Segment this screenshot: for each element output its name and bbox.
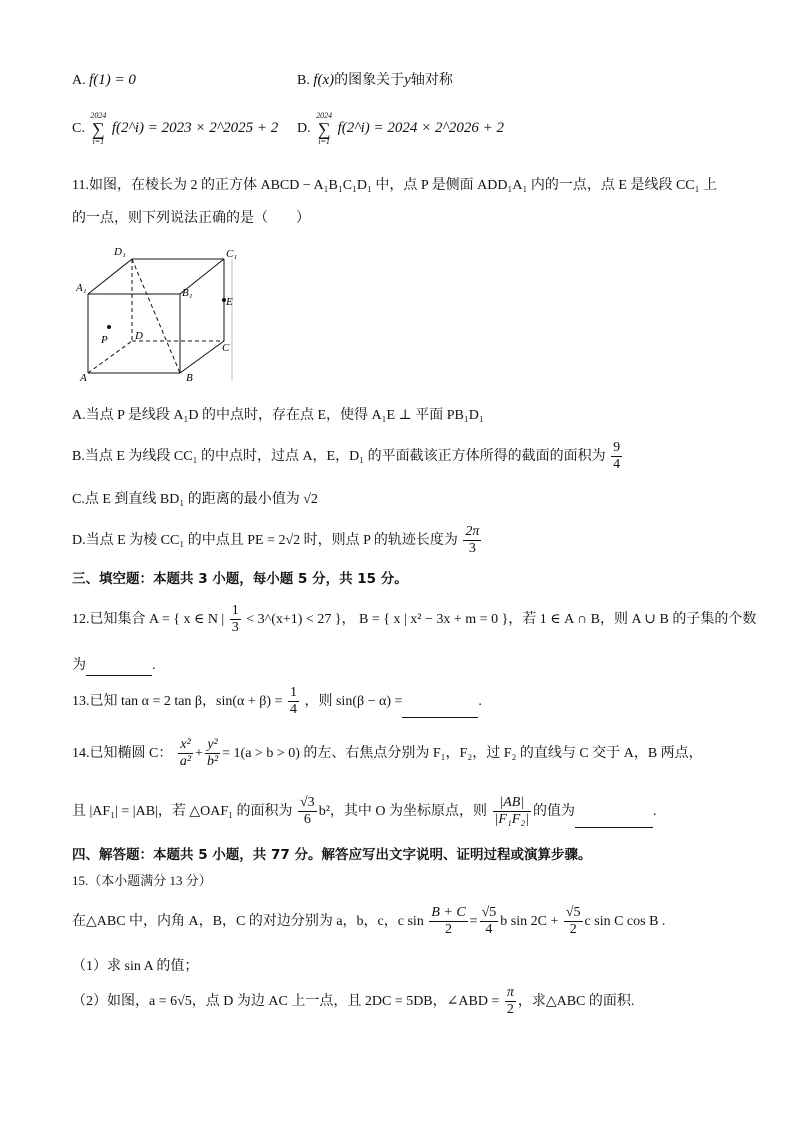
fraction-denominator: 4 bbox=[289, 702, 297, 718]
q11-option-c: C.点 E 到直线 BD₁ 的距离的最小值为 √2 bbox=[72, 492, 318, 507]
answer-blank[interactable] bbox=[402, 703, 478, 718]
sum-upper: 2024 bbox=[316, 111, 333, 120]
q15-part2 bbox=[72, 985, 634, 1018]
fraction bbox=[230, 603, 241, 636]
q15-part1: （1）求 sin A 的值； bbox=[72, 959, 199, 974]
q14-line2: 且 |AF₁| = |AB|，若 △OAF₁ 的面积为 $\frac{√3}{6}$ b²，其中 O 为坐标原点，则 $\frac{|AB|}{\text{|F₁F₂|}}$ 的值为 . bbox=[72, 795, 657, 828]
fraction bbox=[611, 440, 622, 473]
fraction-denominator: 2 bbox=[445, 922, 452, 938]
q14-line2-mid: b²，其中 O 为坐标原点，则 bbox=[318, 803, 487, 819]
fraction-numerator: y² bbox=[205, 737, 220, 754]
q11-option-d bbox=[72, 524, 483, 557]
fraction-denominator: b² bbox=[206, 754, 219, 770]
q13-post: ，则 sin(β − α) = bbox=[304, 693, 403, 709]
label-e: E bbox=[226, 296, 233, 308]
q10-option-a bbox=[72, 70, 136, 91]
fraction bbox=[505, 985, 516, 1018]
fraction-denominator: |F₁F₂| bbox=[494, 812, 530, 828]
option-label: C. bbox=[72, 121, 85, 137]
label-p: P bbox=[101, 334, 108, 346]
q12-set-b: B = { x | x² − 3x + m = 0 } bbox=[359, 611, 509, 627]
q10-option-d bbox=[297, 112, 504, 146]
q13-pre: 13.已知 tan α = 2 tan β，sin(α + β) = bbox=[72, 693, 283, 709]
q10-option-c bbox=[72, 112, 278, 146]
q15-part2-post: ，求△ABC 的面积. bbox=[517, 993, 635, 1009]
fraction bbox=[429, 905, 467, 938]
q11-option-b bbox=[72, 440, 624, 473]
q14-line2-post: 的值为 bbox=[533, 803, 576, 819]
option-math: f(2^i) = 2024 × 2^2026 + 2 bbox=[337, 120, 504, 137]
fraction-denominator: 4 bbox=[613, 457, 621, 473]
fraction-denominator: 2 bbox=[506, 1002, 514, 1018]
option-math: f(2^i) = 2023 × 2^2025 + 2 bbox=[111, 120, 279, 137]
q12-pre: 12.已知集合 bbox=[72, 611, 146, 627]
option-text: D.当点 E 为棱 CC₁ 的中点且 PE = 2√2 时，则点 P 的轨迹长度为 bbox=[72, 532, 458, 548]
q11-stem-line2: 的一点，则下列说法正确的是（ ） bbox=[72, 211, 310, 226]
sum-symbol: 2024 ∑ i=1 bbox=[90, 111, 107, 146]
q12-line2-text: 为 bbox=[72, 658, 86, 673]
option-math: f(1) = 0 bbox=[89, 72, 136, 88]
fraction-denominator: 6 bbox=[303, 812, 311, 828]
fraction-denominator: 4 bbox=[485, 922, 493, 938]
fraction-numerator: 2π bbox=[463, 524, 481, 541]
fraction bbox=[480, 905, 499, 938]
answer-blank[interactable] bbox=[575, 813, 653, 828]
option-label: A. bbox=[72, 73, 86, 88]
option-text: B.当点 E 为线段 CC₁ 的中点时，过点 A，E，D₁ 的平面截该正方体所得的截面的面积为 bbox=[72, 448, 606, 464]
label-a: A bbox=[80, 372, 87, 383]
label-c: C bbox=[222, 342, 230, 354]
sum-symbol: 2024 ∑ i=1 bbox=[316, 111, 333, 146]
q12-line1 bbox=[72, 603, 756, 636]
sum-lower: i=1 bbox=[318, 137, 330, 146]
fraction-denominator: a² bbox=[179, 754, 192, 770]
label-d: D bbox=[135, 330, 143, 342]
q10-option-b bbox=[297, 70, 453, 91]
cube-figure bbox=[76, 243, 241, 383]
fraction-numerator: x² bbox=[178, 737, 193, 754]
fraction-denominator: 2 bbox=[569, 922, 577, 938]
fraction bbox=[564, 905, 583, 938]
q14-eq: = 1(a > b > 0) 的左、右焦点分别为 F₁，F₂，过 F₂ 的直线与 C 交于 A，B 两点， bbox=[222, 745, 703, 761]
q14-line2-pre: 且 |AF₁| = |AB|，若 △OAF₁ 的面积为 bbox=[72, 803, 293, 819]
fraction-numerator: √3 bbox=[298, 795, 317, 812]
fraction bbox=[463, 524, 481, 557]
section-4-heading: 四、解答题：本题共 5 小题，共 77 分。解答应写出文字说明、证明过程或演算步骤。 bbox=[72, 847, 592, 863]
fraction-numerator: √5 bbox=[564, 905, 583, 922]
fraction-numerator: 9 bbox=[611, 440, 622, 457]
section-3-heading: 三、填空题：本题共 3 小题，每小题 5 分，共 15 分。 bbox=[72, 571, 408, 587]
label-b1: B₁ bbox=[182, 287, 193, 299]
answer-blank[interactable] bbox=[86, 661, 152, 676]
q12-line2: 为 . bbox=[72, 657, 156, 676]
q14-line1: 14.已知椭圆 C： $\frac{\text{x²}}{\text{a²}}$ + $\frac{\text{y²}}{\text{b²}}$ = 1(a > b > 0) 的左、右焦点分别为 F₁，F₂，过 F₂ 的直线与 C 交于 A，B 两点， bbox=[72, 737, 703, 770]
q15-part2-pre: （2）如图，a = 6√5，点 D 为边 AC 上一点，且 2DC = 5DB，∠ABD = bbox=[72, 993, 500, 1009]
q11-stem-line1: 11.如图，在棱长为 2 的正方体 ABCD − A₁B₁C₁D₁ 中，点 P 是侧面 ADD₁A₁ 内的一点，点 E 是线段 CC₁ 上 bbox=[72, 178, 717, 193]
label-a1: A₁ bbox=[76, 282, 87, 294]
option-math: f(x) bbox=[313, 72, 335, 88]
q12-mid: < 3^(x+1) < 27 }， bbox=[246, 611, 356, 627]
sum-lower: i=1 bbox=[92, 137, 105, 146]
fraction-numerator: 1 bbox=[288, 685, 299, 702]
q12-set-a: A = { x ∈ N | bbox=[149, 611, 225, 627]
q15-post: c sin C cos B . bbox=[584, 913, 666, 929]
fraction-numerator: |AB| bbox=[493, 795, 532, 812]
fraction bbox=[178, 737, 193, 770]
q15-mid: b sin 2C + bbox=[500, 913, 559, 929]
fraction bbox=[288, 685, 299, 718]
option-label: D. bbox=[297, 121, 311, 137]
option-label: B. bbox=[297, 73, 310, 88]
fraction-numerator: √5 bbox=[480, 905, 499, 922]
q14-pre: 14.已知椭圆 C： bbox=[72, 745, 173, 761]
option-text: 的图象关于 bbox=[334, 73, 405, 88]
q13-line: 13.已知 tan α = 2 tan β，sin(α + β) = $\frac{1}{4}$ ，则 sin(β − α) = . bbox=[72, 685, 482, 718]
label-b: B bbox=[186, 372, 193, 383]
q15-stem bbox=[72, 905, 665, 938]
fraction bbox=[493, 795, 532, 828]
fraction bbox=[298, 795, 317, 828]
sum-upper: 2024 bbox=[90, 111, 107, 120]
q12-post: ，若 1 ∈ A ∩ B，则 A ∪ B 的子集的个数 bbox=[508, 611, 757, 627]
fraction-denominator: 3 bbox=[231, 620, 239, 636]
q11-option-a: A.当点 P 是线段 A₁D 的中点时，存在点 E，使得 A₁E ⊥ 平面 PB₁D₁ bbox=[72, 408, 484, 423]
option-text: 轴对称 bbox=[410, 73, 453, 88]
fraction-denominator: 3 bbox=[468, 541, 476, 557]
fraction-numerator: 1 bbox=[230, 603, 241, 620]
q15-equals: = bbox=[469, 913, 478, 929]
fraction-numerator: B + C bbox=[429, 905, 467, 922]
q15-header: 15.（本小题满分 13 分） bbox=[72, 873, 212, 888]
label-d1: D₁ bbox=[114, 246, 126, 258]
option-var: y bbox=[404, 72, 411, 88]
label-c1: C₁ bbox=[226, 248, 238, 260]
fraction-numerator: π bbox=[505, 985, 516, 1002]
fraction bbox=[205, 737, 220, 770]
q15-stem-pre: 在△ABC 中，内角 A，B，C 的对边分别为 a，b，c，c sin bbox=[72, 913, 424, 929]
